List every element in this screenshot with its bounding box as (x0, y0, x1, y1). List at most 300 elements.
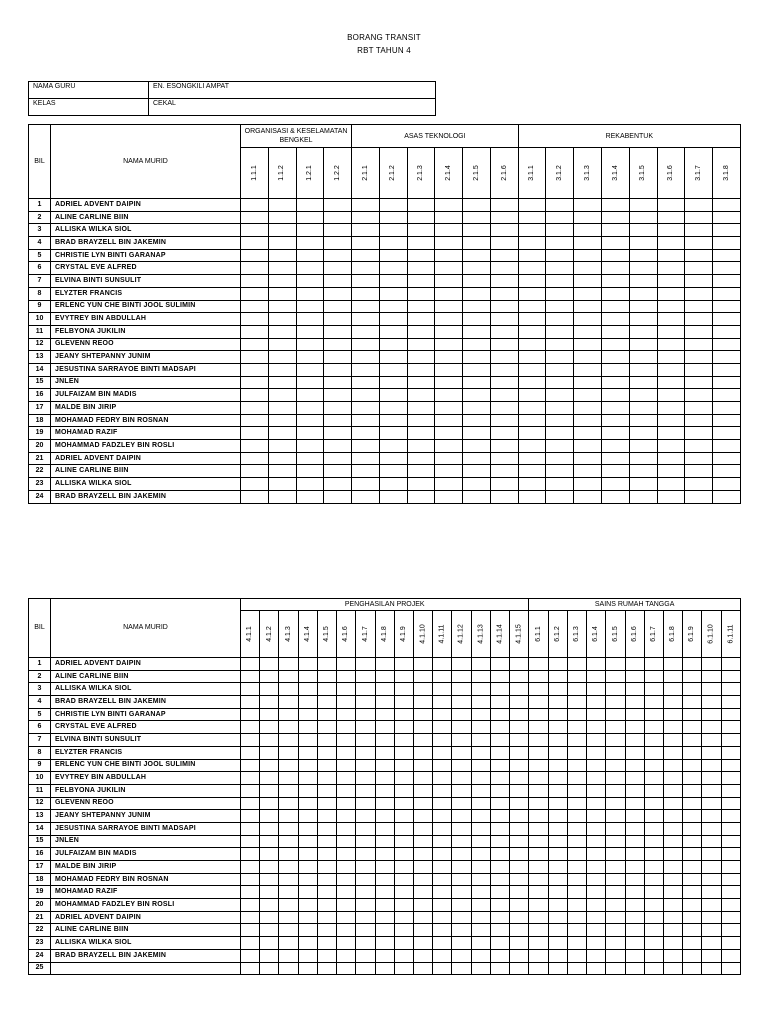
mark-cell[interactable] (279, 962, 298, 975)
mark-cell[interactable] (518, 325, 546, 338)
mark-cell[interactable] (260, 924, 279, 937)
mark-cell[interactable] (279, 949, 298, 962)
mark-cell[interactable] (625, 962, 644, 975)
mark-cell[interactable] (644, 746, 663, 759)
mark-cell[interactable] (379, 338, 407, 351)
mark-cell[interactable] (241, 670, 260, 683)
mark-cell[interactable] (471, 873, 490, 886)
mark-cell[interactable] (546, 325, 574, 338)
mark-cell[interactable] (490, 224, 518, 237)
mark-cell[interactable] (375, 683, 394, 696)
mark-cell[interactable] (663, 924, 682, 937)
mark-cell[interactable] (657, 262, 685, 275)
mark-cell[interactable] (713, 249, 741, 262)
mark-cell[interactable] (296, 325, 324, 338)
mark-cell[interactable] (587, 797, 606, 810)
mark-cell[interactable] (394, 696, 413, 709)
mark-cell[interactable] (644, 911, 663, 924)
mark-cell[interactable] (606, 797, 625, 810)
mark-cell[interactable] (279, 911, 298, 924)
mark-cell[interactable] (702, 848, 721, 861)
mark-cell[interactable] (352, 351, 380, 364)
mark-cell[interactable] (721, 734, 740, 747)
mark-cell[interactable] (317, 721, 336, 734)
mark-cell[interactable] (356, 861, 375, 874)
mark-cell[interactable] (702, 658, 721, 671)
mark-cell[interactable] (241, 658, 260, 671)
mark-cell[interactable] (317, 924, 336, 937)
mark-cell[interactable] (317, 899, 336, 912)
mark-cell[interactable] (529, 899, 548, 912)
mark-cell[interactable] (644, 949, 663, 962)
mark-cell[interactable] (379, 376, 407, 389)
mark-cell[interactable] (601, 262, 629, 275)
mark-cell[interactable] (352, 363, 380, 376)
mark-cell[interactable] (625, 670, 644, 683)
mark-cell[interactable] (298, 949, 317, 962)
mark-cell[interactable] (463, 376, 491, 389)
mark-cell[interactable] (337, 873, 356, 886)
mark-cell[interactable] (529, 949, 548, 962)
mark-cell[interactable] (324, 199, 352, 212)
mark-cell[interactable] (518, 237, 546, 250)
mark-cell[interactable] (433, 962, 452, 975)
mark-cell[interactable] (625, 797, 644, 810)
mark-cell[interactable] (629, 211, 657, 224)
mark-cell[interactable] (435, 338, 463, 351)
mark-cell[interactable] (375, 746, 394, 759)
mark-cell[interactable] (490, 924, 509, 937)
mark-cell[interactable] (279, 835, 298, 848)
mark-cell[interactable] (279, 708, 298, 721)
mark-cell[interactable] (625, 734, 644, 747)
mark-cell[interactable] (268, 211, 296, 224)
mark-cell[interactable] (463, 414, 491, 427)
mark-cell[interactable] (375, 835, 394, 848)
mark-cell[interactable] (657, 402, 685, 415)
mark-cell[interactable] (260, 962, 279, 975)
mark-cell[interactable] (352, 376, 380, 389)
mark-cell[interactable] (375, 696, 394, 709)
mark-cell[interactable] (260, 822, 279, 835)
mark-cell[interactable] (601, 325, 629, 338)
mark-cell[interactable] (625, 835, 644, 848)
mark-cell[interactable] (601, 440, 629, 453)
mark-cell[interactable] (241, 224, 269, 237)
mark-cell[interactable] (548, 797, 567, 810)
mark-cell[interactable] (567, 822, 586, 835)
mark-cell[interactable] (435, 199, 463, 212)
mark-cell[interactable] (379, 414, 407, 427)
mark-cell[interactable] (452, 797, 471, 810)
mark-cell[interactable] (601, 237, 629, 250)
mark-cell[interactable] (337, 924, 356, 937)
mark-cell[interactable] (324, 249, 352, 262)
mark-cell[interactable] (452, 911, 471, 924)
mark-cell[interactable] (298, 886, 317, 899)
mark-cell[interactable] (471, 696, 490, 709)
mark-cell[interactable] (356, 772, 375, 785)
mark-cell[interactable] (625, 784, 644, 797)
mark-cell[interactable] (413, 797, 432, 810)
mark-cell[interactable] (490, 262, 518, 275)
mark-cell[interactable] (629, 262, 657, 275)
mark-cell[interactable] (657, 363, 685, 376)
class-value[interactable]: CEKAL (149, 99, 436, 116)
mark-cell[interactable] (683, 797, 702, 810)
mark-cell[interactable] (685, 465, 713, 478)
mark-cell[interactable] (567, 759, 586, 772)
mark-cell[interactable] (490, 351, 518, 364)
mark-cell[interactable] (241, 440, 269, 453)
mark-cell[interactable] (702, 886, 721, 899)
mark-cell[interactable] (241, 848, 260, 861)
mark-cell[interactable] (452, 886, 471, 899)
mark-cell[interactable] (685, 224, 713, 237)
mark-cell[interactable] (241, 427, 269, 440)
mark-cell[interactable] (337, 861, 356, 874)
mark-cell[interactable] (352, 402, 380, 415)
mark-cell[interactable] (546, 338, 574, 351)
mark-cell[interactable] (433, 784, 452, 797)
mark-cell[interactable] (548, 962, 567, 975)
mark-cell[interactable] (337, 848, 356, 861)
mark-cell[interactable] (510, 721, 529, 734)
mark-cell[interactable] (471, 937, 490, 950)
mark-cell[interactable] (324, 351, 352, 364)
mark-cell[interactable] (606, 848, 625, 861)
mark-cell[interactable] (433, 696, 452, 709)
mark-cell[interactable] (529, 937, 548, 950)
mark-cell[interactable] (490, 746, 509, 759)
mark-cell[interactable] (268, 427, 296, 440)
mark-cell[interactable] (413, 759, 432, 772)
mark-cell[interactable] (433, 797, 452, 810)
mark-cell[interactable] (629, 300, 657, 313)
mark-cell[interactable] (683, 924, 702, 937)
mark-cell[interactable] (298, 911, 317, 924)
mark-cell[interactable] (625, 658, 644, 671)
mark-cell[interactable] (268, 325, 296, 338)
mark-cell[interactable] (337, 911, 356, 924)
mark-cell[interactable] (567, 721, 586, 734)
mark-cell[interactable] (721, 708, 740, 721)
mark-cell[interactable] (713, 452, 741, 465)
mark-cell[interactable] (452, 937, 471, 950)
mark-cell[interactable] (490, 848, 509, 861)
mark-cell[interactable] (721, 658, 740, 671)
mark-cell[interactable] (606, 822, 625, 835)
mark-cell[interactable] (490, 389, 518, 402)
mark-cell[interactable] (268, 199, 296, 212)
mark-cell[interactable] (606, 924, 625, 937)
mark-cell[interactable] (356, 670, 375, 683)
mark-cell[interactable] (548, 746, 567, 759)
mark-cell[interactable] (567, 937, 586, 950)
mark-cell[interactable] (721, 759, 740, 772)
mark-cell[interactable] (268, 262, 296, 275)
mark-cell[interactable] (435, 363, 463, 376)
mark-cell[interactable] (296, 224, 324, 237)
mark-cell[interactable] (298, 746, 317, 759)
mark-cell[interactable] (268, 313, 296, 326)
mark-cell[interactable] (463, 427, 491, 440)
mark-cell[interactable] (268, 237, 296, 250)
mark-cell[interactable] (601, 414, 629, 427)
mark-cell[interactable] (317, 696, 336, 709)
mark-cell[interactable] (463, 249, 491, 262)
mark-cell[interactable] (433, 658, 452, 671)
mark-cell[interactable] (324, 313, 352, 326)
mark-cell[interactable] (587, 746, 606, 759)
mark-cell[interactable] (394, 797, 413, 810)
mark-cell[interactable] (721, 797, 740, 810)
mark-cell[interactable] (317, 861, 336, 874)
mark-cell[interactable] (407, 313, 435, 326)
mark-cell[interactable] (394, 924, 413, 937)
mark-cell[interactable] (574, 325, 602, 338)
mark-cell[interactable] (260, 708, 279, 721)
mark-cell[interactable] (587, 937, 606, 950)
mark-cell[interactable] (601, 249, 629, 262)
mark-cell[interactable] (379, 300, 407, 313)
mark-cell[interactable] (471, 911, 490, 924)
mark-cell[interactable] (407, 262, 435, 275)
mark-cell[interactable] (279, 784, 298, 797)
mark-cell[interactable] (356, 949, 375, 962)
mark-cell[interactable] (260, 949, 279, 962)
mark-cell[interactable] (279, 797, 298, 810)
mark-cell[interactable] (518, 490, 546, 503)
mark-cell[interactable] (574, 224, 602, 237)
mark-cell[interactable] (337, 772, 356, 785)
mark-cell[interactable] (574, 440, 602, 453)
mark-cell[interactable] (606, 734, 625, 747)
mark-cell[interactable] (685, 389, 713, 402)
mark-cell[interactable] (529, 962, 548, 975)
mark-cell[interactable] (601, 338, 629, 351)
mark-cell[interactable] (296, 465, 324, 478)
mark-cell[interactable] (606, 873, 625, 886)
mark-cell[interactable] (463, 325, 491, 338)
mark-cell[interactable] (435, 389, 463, 402)
mark-cell[interactable] (490, 313, 518, 326)
mark-cell[interactable] (567, 734, 586, 747)
mark-cell[interactable] (587, 683, 606, 696)
mark-cell[interactable] (601, 313, 629, 326)
mark-cell[interactable] (268, 465, 296, 478)
mark-cell[interactable] (683, 708, 702, 721)
mark-cell[interactable] (529, 683, 548, 696)
mark-cell[interactable] (435, 490, 463, 503)
mark-cell[interactable] (685, 211, 713, 224)
mark-cell[interactable] (435, 351, 463, 364)
mark-cell[interactable] (433, 810, 452, 823)
mark-cell[interactable] (407, 402, 435, 415)
mark-cell[interactable] (490, 899, 509, 912)
mark-cell[interactable] (433, 861, 452, 874)
mark-cell[interactable] (529, 696, 548, 709)
mark-cell[interactable] (721, 746, 740, 759)
mark-cell[interactable] (279, 734, 298, 747)
mark-cell[interactable] (683, 810, 702, 823)
mark-cell[interactable] (644, 810, 663, 823)
mark-cell[interactable] (629, 414, 657, 427)
mark-cell[interactable] (407, 338, 435, 351)
mark-cell[interactable] (625, 683, 644, 696)
mark-cell[interactable] (296, 300, 324, 313)
mark-cell[interactable] (574, 478, 602, 491)
mark-cell[interactable] (375, 899, 394, 912)
mark-cell[interactable] (663, 899, 682, 912)
mark-cell[interactable] (702, 696, 721, 709)
mark-cell[interactable] (279, 658, 298, 671)
mark-cell[interactable] (296, 211, 324, 224)
mark-cell[interactable] (268, 363, 296, 376)
mark-cell[interactable] (683, 683, 702, 696)
mark-cell[interactable] (337, 759, 356, 772)
mark-cell[interactable] (625, 822, 644, 835)
mark-cell[interactable] (324, 300, 352, 313)
mark-cell[interactable] (260, 848, 279, 861)
mark-cell[interactable] (546, 313, 574, 326)
mark-cell[interactable] (471, 861, 490, 874)
mark-cell[interactable] (529, 861, 548, 874)
mark-cell[interactable] (298, 772, 317, 785)
mark-cell[interactable] (548, 899, 567, 912)
mark-cell[interactable] (702, 962, 721, 975)
mark-cell[interactable] (625, 848, 644, 861)
mark-cell[interactable] (518, 402, 546, 415)
mark-cell[interactable] (490, 886, 509, 899)
mark-cell[interactable] (337, 886, 356, 899)
mark-cell[interactable] (241, 237, 269, 250)
mark-cell[interactable] (663, 962, 682, 975)
mark-cell[interactable] (644, 658, 663, 671)
mark-cell[interactable] (433, 721, 452, 734)
mark-cell[interactable] (629, 338, 657, 351)
mark-cell[interactable] (356, 899, 375, 912)
mark-cell[interactable] (657, 452, 685, 465)
mark-cell[interactable] (433, 873, 452, 886)
mark-cell[interactable] (317, 886, 336, 899)
mark-cell[interactable] (279, 822, 298, 835)
mark-cell[interactable] (407, 414, 435, 427)
mark-cell[interactable] (356, 658, 375, 671)
mark-cell[interactable] (352, 199, 380, 212)
mark-cell[interactable] (685, 300, 713, 313)
mark-cell[interactable] (683, 962, 702, 975)
mark-cell[interactable] (606, 835, 625, 848)
mark-cell[interactable] (375, 721, 394, 734)
mark-cell[interactable] (587, 772, 606, 785)
mark-cell[interactable] (356, 784, 375, 797)
mark-cell[interactable] (625, 949, 644, 962)
mark-cell[interactable] (529, 772, 548, 785)
mark-cell[interactable] (518, 338, 546, 351)
mark-cell[interactable] (241, 683, 260, 696)
mark-cell[interactable] (241, 351, 269, 364)
mark-cell[interactable] (317, 962, 336, 975)
mark-cell[interactable] (683, 861, 702, 874)
mark-cell[interactable] (471, 784, 490, 797)
mark-cell[interactable] (601, 199, 629, 212)
mark-cell[interactable] (625, 886, 644, 899)
mark-cell[interactable] (518, 287, 546, 300)
mark-cell[interactable] (379, 478, 407, 491)
mark-cell[interactable] (663, 797, 682, 810)
mark-cell[interactable] (324, 287, 352, 300)
mark-cell[interactable] (663, 658, 682, 671)
mark-cell[interactable] (601, 275, 629, 288)
mark-cell[interactable] (629, 452, 657, 465)
mark-cell[interactable] (435, 414, 463, 427)
mark-cell[interactable] (471, 835, 490, 848)
mark-cell[interactable] (463, 262, 491, 275)
mark-cell[interactable] (606, 708, 625, 721)
mark-cell[interactable] (241, 478, 269, 491)
mark-cell[interactable] (644, 721, 663, 734)
mark-cell[interactable] (324, 402, 352, 415)
mark-cell[interactable] (721, 810, 740, 823)
mark-cell[interactable] (433, 822, 452, 835)
mark-cell[interactable] (241, 211, 269, 224)
mark-cell[interactable] (721, 911, 740, 924)
mark-cell[interactable] (413, 708, 432, 721)
mark-cell[interactable] (463, 351, 491, 364)
mark-cell[interactable] (683, 734, 702, 747)
mark-cell[interactable] (490, 784, 509, 797)
mark-cell[interactable] (510, 683, 529, 696)
mark-cell[interactable] (518, 440, 546, 453)
mark-cell[interactable] (356, 886, 375, 899)
mark-cell[interactable] (413, 835, 432, 848)
mark-cell[interactable] (546, 275, 574, 288)
mark-cell[interactable] (394, 822, 413, 835)
mark-cell[interactable] (394, 848, 413, 861)
mark-cell[interactable] (298, 708, 317, 721)
mark-cell[interactable] (413, 658, 432, 671)
mark-cell[interactable] (407, 389, 435, 402)
mark-cell[interactable] (279, 759, 298, 772)
mark-cell[interactable] (463, 389, 491, 402)
mark-cell[interactable] (241, 784, 260, 797)
mark-cell[interactable] (337, 937, 356, 950)
mark-cell[interactable] (548, 937, 567, 950)
mark-cell[interactable] (574, 313, 602, 326)
mark-cell[interactable] (296, 262, 324, 275)
mark-cell[interactable] (721, 772, 740, 785)
mark-cell[interactable] (683, 721, 702, 734)
mark-cell[interactable] (629, 313, 657, 326)
mark-cell[interactable] (529, 924, 548, 937)
mark-cell[interactable] (490, 734, 509, 747)
mark-cell[interactable] (721, 861, 740, 874)
mark-cell[interactable] (574, 402, 602, 415)
mark-cell[interactable] (567, 962, 586, 975)
mark-cell[interactable] (490, 810, 509, 823)
mark-cell[interactable] (463, 465, 491, 478)
mark-cell[interactable] (317, 848, 336, 861)
mark-cell[interactable] (546, 224, 574, 237)
mark-cell[interactable] (606, 810, 625, 823)
mark-cell[interactable] (352, 440, 380, 453)
mark-cell[interactable] (471, 721, 490, 734)
mark-cell[interactable] (413, 696, 432, 709)
mark-cell[interactable] (435, 287, 463, 300)
mark-cell[interactable] (317, 772, 336, 785)
mark-cell[interactable] (644, 696, 663, 709)
